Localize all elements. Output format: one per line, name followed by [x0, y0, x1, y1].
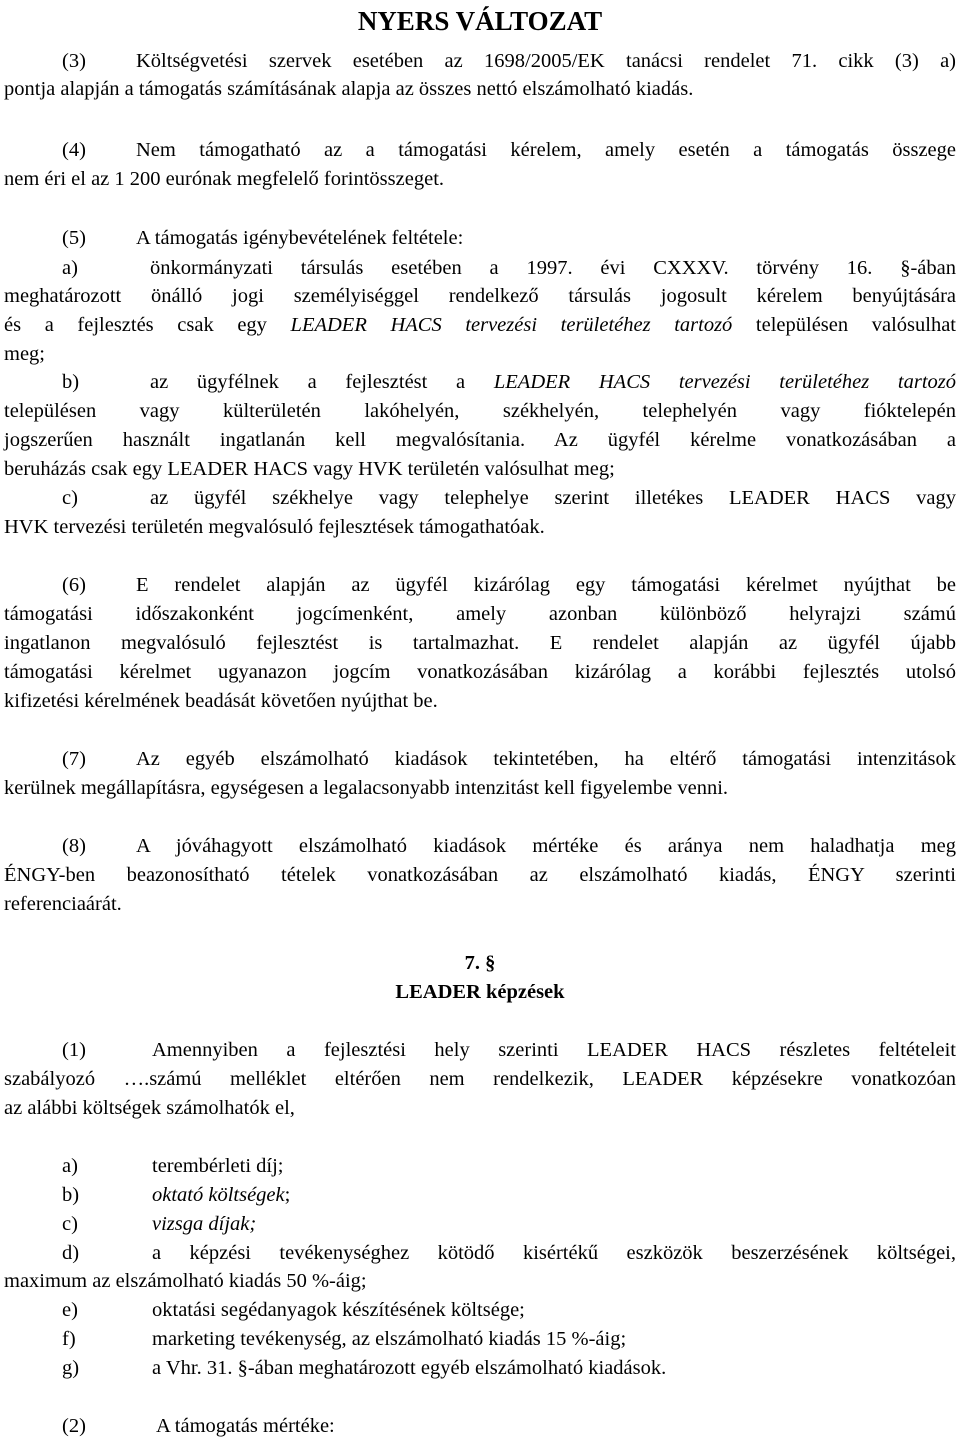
paragraph-heading: A támogatás igénybevételének feltétele: — [136, 227, 464, 249]
list-label: g) — [62, 1357, 80, 1379]
list-label: f) — [62, 1328, 76, 1350]
paragraph-line: pontja alapján a támogatás számításának alapja az összes nettó elszámolható kiadás. — [4, 78, 694, 100]
list-label: d) — [62, 1242, 80, 1264]
paragraph-line: meg; — [4, 343, 45, 365]
paragraph-line: nem éri el az 1 200 eurónak megfelelő forintösszeget. — [4, 168, 445, 190]
paragraph-line: Nem támogatható az a támogatási kérelem, amely esetén a támogatás összege — [136, 139, 956, 161]
paragraph-number: (8) — [62, 835, 86, 857]
paragraph-line: szabályozó ….számú melléklet eltérően nem rendelkezik, LEADER képzésekre vonatkozóan — [4, 1068, 956, 1090]
paragraph-line: E rendelet alapján az ügyfél kizárólag egy támogatási kérelmet nyújthat be — [136, 574, 956, 596]
paragraph-line: ÉNGY-ben beazonosítható tételek vonatkozásában az elszámolható kiadás, ÉNGY szerinti — [4, 864, 956, 886]
paragraph-number: (4) — [62, 139, 86, 161]
paragraph-line: Amennyiben a fejlesztési hely szerinti LEADER HACS részletes feltételeit — [152, 1039, 956, 1061]
paragraph-line — [150, 369, 956, 395]
paragraph-line: meghatározott önálló jogi személyiséggel rendelkező társulás jogosult kérelem benyújtására — [4, 285, 956, 307]
list-item-text: maximum az elszámolható kiadás 50 %-áig; — [4, 1270, 367, 1292]
paragraph-number: (1) — [62, 1039, 86, 1061]
list-label: c) — [62, 487, 78, 509]
paragraph-line: kerülnek megállapításra, egységesen a legalacsonyabb intenzitást kell figyelembe venni. — [4, 777, 729, 799]
list-label: c) — [62, 1213, 78, 1235]
paragraph-line: kifizetési kérelmének beadását követően nyújthat be. — [4, 690, 438, 712]
paragraph-line: ingatlanon megvalósuló fejlesztést is tartalmazhat. E rendelet alapján az ügyfél újabb — [4, 632, 956, 654]
paragraph-line: településen vagy külterületén lakóhelyén, székhelyén, telephelyén vagy fióktelepén — [4, 400, 956, 422]
list-label: a) — [62, 257, 78, 279]
paragraph-heading: A támogatás mértéke: — [156, 1415, 335, 1437]
text-run: ; — [284, 1184, 291, 1206]
paragraph-line: támogatási kérelmet ugyanazon jogcím vonatkozásában kizárólag a korábbi fejlesztés utolsó — [4, 661, 956, 683]
section-number: 7. § — [464, 952, 496, 974]
text-run: és a fejlesztés csak egy — [4, 314, 267, 336]
italic-text-run: LEADER HACS tervezési területéhez tartozó — [290, 314, 733, 336]
paragraph-number: (5) — [62, 227, 86, 249]
page-title: NYERS VÁLTOZAT — [357, 6, 603, 36]
paragraph-line: A jóváhagyott elszámolható kiadások mértéke és aránya nem haladhatja meg — [136, 835, 956, 857]
list-label: b) — [62, 1184, 80, 1206]
paragraph-line: az ügyfél székhelye vagy telephelye szerint illetékes LEADER HACS vagy — [150, 487, 956, 509]
list-label: b) — [62, 371, 80, 393]
text-run: az ügyfélnek a fejlesztést a — [150, 371, 466, 393]
list-item-text: a képzési tevékenységhez kötödő kisértékű eszközök beszerzésének költségei, — [152, 1242, 956, 1264]
list-item-text: vizsga díjak; — [152, 1213, 257, 1235]
paragraph-number: (3) — [62, 50, 86, 72]
paragraph-number: (2) — [62, 1415, 86, 1437]
paragraph-line: támogatási időszakonként jogcímenként, amely azonban különböző helyrajzi számú — [4, 603, 956, 625]
list-item-text: oktatási segédanyagok készítésének költsége; — [152, 1299, 525, 1321]
list-item-text: terembérleti díj; — [152, 1155, 284, 1177]
paragraph-line: referenciaárát. — [4, 893, 122, 915]
paragraph-line: önkormányzati társulás esetében a 1997. évi CXXXV. törvény 16. §-ában — [150, 257, 956, 279]
paragraph-line: beruházás csak egy LEADER HACS vagy HVK területén valósulhat meg; — [4, 458, 615, 480]
list-item — [152, 1182, 290, 1208]
paragraph-line: Az egyéb elszámolható kiadások tekintetében, ha eltérő támogatási intenzitások — [136, 748, 956, 770]
list-label: e) — [62, 1299, 78, 1321]
list-item-text: marketing tevékenység, az elszámolható kiadás 15 %-áig; — [152, 1328, 627, 1350]
section-title: LEADER képzések — [395, 981, 565, 1003]
list-item-text: a Vhr. 31. §-ában meghatározott egyéb elszámolható kiadások. — [152, 1357, 667, 1379]
paragraph-line: jogszerűen használt ingatlanán kell megvalósítania. Az ügyfél kérelme vonatkozásában a — [4, 429, 956, 451]
text-run: településen valósulhat — [755, 314, 957, 336]
italic-text-run: LEADER HACS tervezési területéhez tartozó — [493, 371, 957, 393]
list-label: a) — [62, 1155, 78, 1177]
paragraph-line: HVK tervezési területén megvalósuló fejlesztések támogathatóak. — [4, 516, 545, 538]
paragraph-line: Költségvetési szervek esetében az 1698/2005/EK tanácsi rendelet 71. cikk (3) a) — [136, 50, 956, 72]
paragraph-number: (7) — [62, 748, 86, 770]
paragraph-number: (6) — [62, 574, 86, 596]
paragraph-line — [4, 312, 956, 338]
paragraph-line: az alábbi költségek számolhatók el, — [4, 1097, 295, 1119]
italic-text-run: oktató költségek — [152, 1184, 285, 1206]
